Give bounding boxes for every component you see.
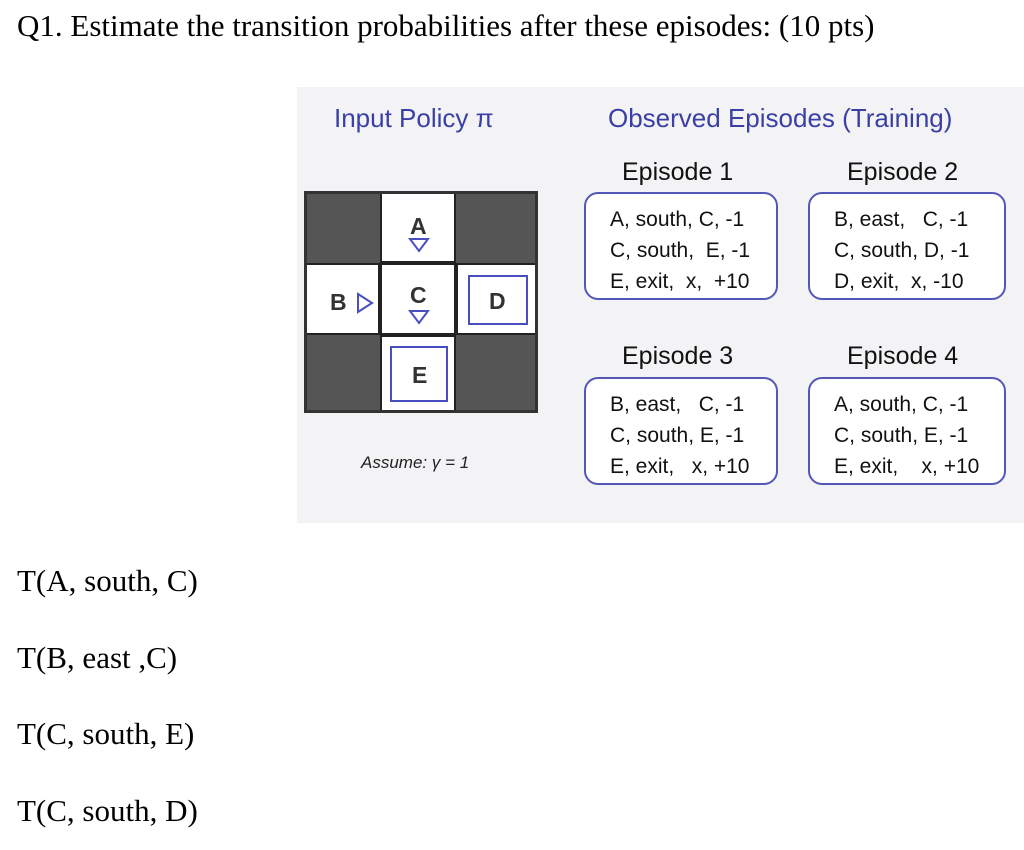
- episode-line: E, exit, x, +10: [610, 270, 750, 293]
- wall-cell: [456, 335, 538, 413]
- cell-label-c: C: [410, 282, 427, 308]
- grid-cell-d: [456, 263, 538, 335]
- episode-line: B, east, C, -1: [610, 393, 745, 416]
- episode-3-label: Episode 3: [622, 342, 734, 370]
- cell-label-e: E: [412, 362, 428, 388]
- episode-line: D, exit, x, -10: [834, 270, 964, 293]
- episode-2-box: [808, 192, 1006, 300]
- terminal-square: [468, 275, 528, 325]
- question-text: Q1. Estimate the transition probabilities after these episodes: (10 pts): [17, 8, 875, 43]
- grid-cell-a: [380, 191, 456, 263]
- terminal-square: [390, 346, 448, 402]
- episode-line: E, exit, x, +10: [610, 455, 750, 478]
- cell-label-d: D: [489, 288, 506, 314]
- episode-line: C, south, E, -1: [610, 424, 745, 447]
- transition-c-south-e: T(C, south, E): [17, 716, 195, 751]
- policy-grid: [304, 191, 538, 413]
- episode-line: C, south, E, -1: [610, 239, 751, 262]
- episode-line: A, south, C, -1: [610, 208, 745, 231]
- grid-cell-c: [380, 263, 456, 335]
- wall-cell: [304, 191, 380, 263]
- grid-cell-e: [380, 335, 456, 413]
- south-arrow-icon: [408, 237, 430, 253]
- transition-c-south-d: T(C, south, D): [17, 793, 198, 828]
- episode-line: E, exit, x, +10: [834, 455, 980, 478]
- south-arrow-icon: [408, 309, 430, 325]
- transition-b-east-c: T(B, east ,C): [17, 640, 178, 675]
- episode-4-box: [808, 377, 1006, 485]
- policy-title: Input Policy π: [334, 103, 494, 133]
- episode-line: C, south, D, -1: [834, 239, 970, 262]
- episode-1-label: Episode 1: [622, 158, 734, 186]
- wall-cell: [456, 191, 538, 263]
- cell-label-b: B: [330, 289, 347, 315]
- episode-2-label: Episode 2: [847, 158, 959, 186]
- episodes-title: Observed Episodes (Training): [608, 103, 953, 133]
- episode-line: A, south, C, -1: [834, 393, 969, 416]
- assumption-note: Assume: γ = 1: [361, 453, 470, 472]
- episode-3-box: [584, 377, 778, 485]
- episode-line: B, east, C, -1: [834, 208, 969, 231]
- east-arrow-icon: [356, 292, 374, 314]
- cell-label-a: A: [410, 213, 427, 239]
- transition-a-south-c: T(A, south, C): [17, 563, 198, 598]
- episode-line: C, south, E, -1: [834, 424, 969, 447]
- grid-cell-b: [304, 263, 380, 335]
- episode-1-box: [584, 192, 778, 300]
- wall-cell: [304, 335, 380, 413]
- episode-4-label: Episode 4: [847, 342, 959, 370]
- figure-panel: [297, 87, 1024, 523]
